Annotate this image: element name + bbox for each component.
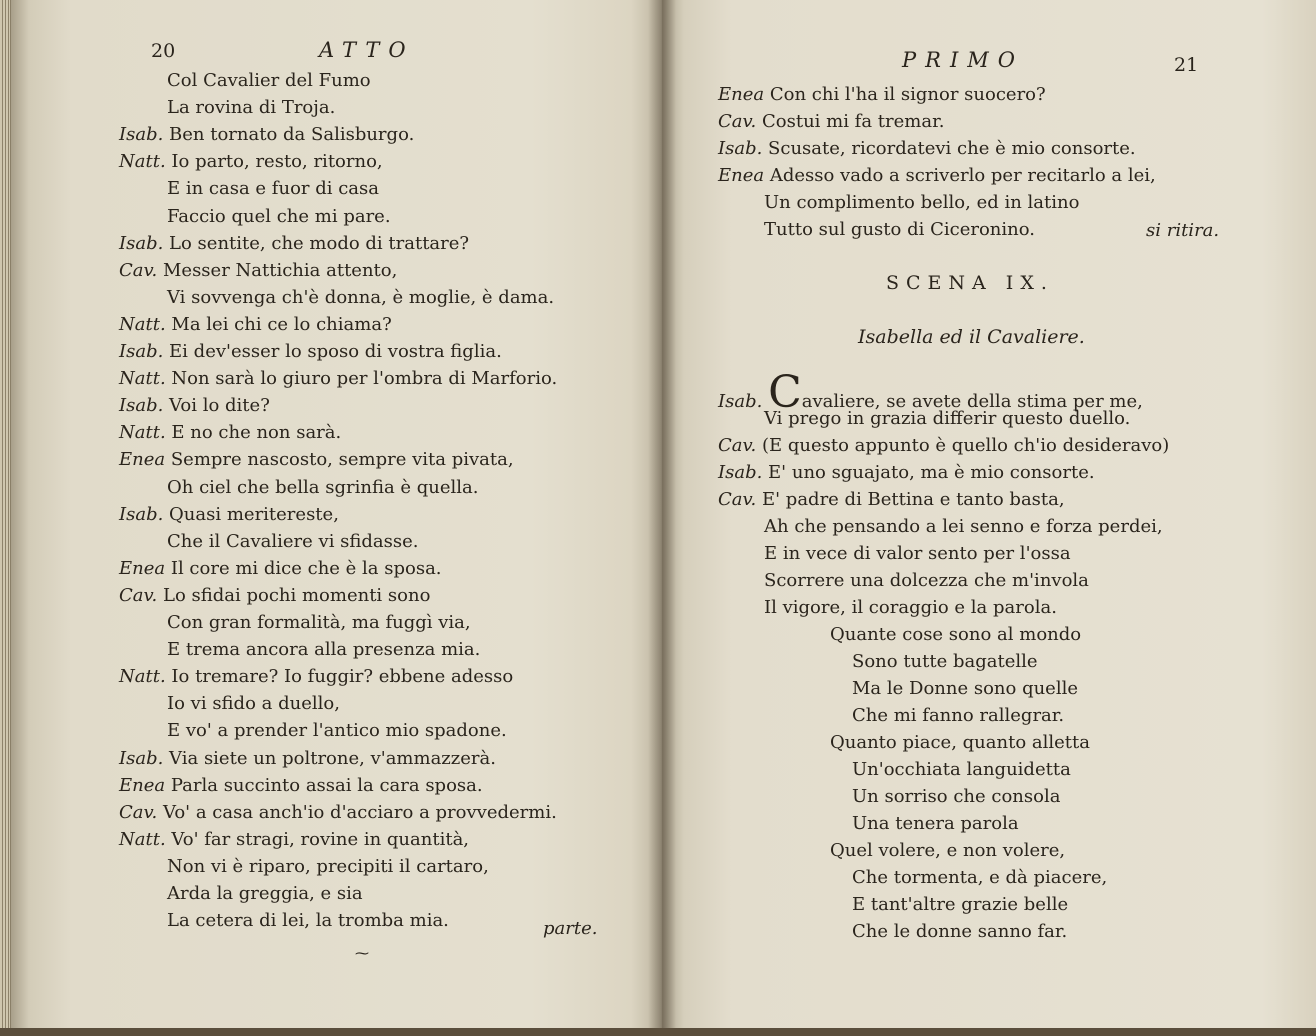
text-line [167,883,363,905]
line-text: Arda la greggia, e sia [167,883,363,904]
line-text: Il core mi dice che è la sposa. [170,557,442,579]
text-line [718,138,1136,160]
line-text: Non vi è riparo, precipiti il cartaro, [167,855,489,877]
speaker-label: Isab. [718,391,763,412]
line-text: Che le donne sanno far. [852,921,1068,942]
line-text: E' padre di Bettina e tanto basta, [761,489,1065,510]
left-page [8,0,665,1030]
speaker-label: Enea [119,774,171,796]
right-running-head: PRIMO [902,48,1024,72]
text-line [764,516,1163,538]
line-text: Io tremare? Io fuggir? ebbene adesso [171,666,514,688]
speaker-label: Isab. [119,747,170,769]
speaker-label: Natt. [119,151,172,173]
line-text: Un complimento bello, ed in latino [764,192,1080,213]
line-text: Adesso vado a scriverlo per recitarlo a lei, [769,165,1156,186]
scene-characters: Isabella ed il Cavaliere. [858,326,1085,348]
speaker-label: Natt. [119,666,172,688]
line-text: E vo' a prender l'antico mio spadone. [167,720,507,742]
line-text: Ben tornato da Salisburgo. [169,124,415,146]
text-line [852,921,1067,943]
line-text: E no che non sarà. [171,422,342,444]
text-line [167,612,471,634]
left-exit-direction: parte. [543,918,598,939]
text-line [167,910,449,932]
speaker-label: Isab. [119,232,170,254]
text-line [167,720,507,742]
line-text: Vo' far stragi, rovine in quantità, [171,828,470,850]
text-line [119,341,502,363]
text-line [119,233,469,255]
speaker-label: Enea [718,165,770,186]
text-line [852,786,1060,808]
line-text: Via siete un poltrone, v'ammazzerà. [169,747,496,769]
line-text: Vo' a casa anch'io d'acciaro a provvedermi. [162,801,557,823]
text-line [119,504,339,526]
right-page [662,0,1316,1030]
speaker-label: Isab. [119,395,170,417]
text-line [119,314,392,336]
text-line [119,666,513,688]
speaker-label: Isab. [119,341,170,362]
left-page-number: 20 [151,40,176,62]
line-text: Oh ciel che bella sgrinfia è quella. [167,476,479,498]
line-text: Scorrere una dolcezza che m'invola [764,570,1089,591]
page-edges [0,0,10,1036]
text-line [167,287,554,309]
text-line [718,111,944,133]
scene-title: SCENA IX. [886,272,1054,294]
text-line [119,585,430,607]
line-text: Ma le Donne sono quelle [852,678,1079,699]
text-line [852,678,1078,700]
text-line [119,829,469,851]
line-text: La rovina di Troja. [167,97,336,119]
line-text: Che mi fanno rallegrar. [852,705,1065,726]
line-text: Un sorriso che consola [852,786,1061,807]
line-text: E in vece di valor sento per l'ossa [764,543,1071,564]
line-text: Scusate, ricordatevi che è mio consorte. [768,138,1136,159]
text-line [764,219,1035,241]
text-line [119,260,397,282]
line-text: Lo sentite, che modo di trattare? [169,232,470,254]
line-text: Con chi l'ha il signor suocero? [769,84,1046,105]
text-line [718,84,1046,106]
line-text: E trema ancora alla presenza mia. [167,639,481,661]
text-line [119,395,270,417]
text-line [852,759,1071,781]
text-line [119,775,483,797]
text-line [718,435,1169,457]
line-text: Quel volere, e non volere, [830,840,1066,861]
text-line [852,651,1038,673]
text-line [764,570,1089,592]
line-text: Sempre nascosto, sempre vita pivata, [170,449,514,471]
line-text: E tant'altre grazie belle [852,894,1069,915]
speaker-label: Isab. [718,462,769,483]
line-text: Quanto piace, quanto alletta [830,732,1090,753]
line-text: Col Cavalier del Fumo [167,70,371,91]
text-line [119,558,442,580]
line-text: Un'occhiata languidetta [852,759,1071,780]
line-text: avaliere, se avete della stima per me, [801,391,1143,412]
text-line [830,840,1065,862]
line-text: Faccio quel che mi pare. [167,205,391,227]
text-line [830,624,1081,646]
speaker-label: Enea [718,84,770,105]
line-text: E' uno sguajato, ma è mio consorte. [768,462,1095,483]
line-text: (E questo appunto è quello ch'io desideravo) [761,435,1170,456]
text-line [852,894,1068,916]
line-text: Una tenera parola [852,813,1019,834]
text-line [852,813,1019,835]
right-retire-direction: si ritira. [1146,220,1220,241]
speaker-label: Cav. [119,584,163,606]
line-text: Io vi sfido a duello, [167,693,340,715]
line-text: Ma lei chi ce lo chiama? [171,313,392,335]
line-text: Che tormenta, e dà piacere, [852,867,1108,888]
text-line [119,124,414,146]
text-line [119,449,514,471]
speaker-label: Isab. [119,124,170,146]
text-line [718,165,1156,187]
text-line [764,408,1130,430]
book-bottom-edge [0,1028,1316,1036]
text-line [167,70,371,92]
text-line [119,368,557,390]
line-text: Ei dev'esser lo sposo di vostra figlia. [169,341,502,362]
text-line [167,178,379,200]
line-text: Messer Nattichia attento, [162,259,398,281]
speaker-label: Isab. [718,138,769,159]
line-text: Quante cose sono al mondo [830,624,1082,645]
speaker-label: Cav. [718,489,762,510]
speaker-label: Cav. [119,259,163,281]
text-line [167,206,391,228]
line-text: Non sarà lo giuro per l'ombra di Marforio. [171,368,558,390]
speaker-label: Natt. [119,313,172,335]
speaker-label: Cav. [718,435,762,456]
text-line [167,639,480,661]
line-text: Vi prego in grazia differir questo duello. [764,408,1131,429]
signature-mark: ⁓ [355,946,369,962]
line-text: Ah che pensando a lei senno e forza perdei, [764,516,1163,537]
line-text: Vi sovvenga ch'è donna, è moglie, è dama. [167,286,555,308]
speaker-label: Enea [119,557,171,579]
text-line [167,856,489,878]
line-text: Costui mi fa tremar. [761,111,945,132]
line-text: Sono tutte bagatelle [852,651,1038,672]
speaker-label: Isab. [119,503,170,525]
line-text: Lo sfidai pochi momenti sono [162,584,431,606]
speaker-label: Natt. [119,368,172,390]
speaker-label: Enea [119,449,171,471]
text-line [119,748,496,770]
line-text: La cetera di lei, la tromba mia. [167,910,449,932]
line-text: E in casa e fuor di casa [167,178,380,200]
text-line [718,462,1095,484]
text-line [167,693,340,715]
line-text: Io parto, resto, ritorno, [171,151,383,173]
text-line [167,477,479,499]
text-line [830,732,1090,754]
speaker-label: Cav. [119,801,163,823]
speaker-label: Natt. [119,422,172,444]
text-line [764,192,1079,214]
text-line [119,802,557,824]
line-text: Quasi meritereste, [169,503,339,525]
left-running-head: ATTO [319,38,415,62]
text-line [852,705,1064,727]
speaker-label: Cav. [718,111,762,132]
line-text: Voi lo dite? [169,395,270,417]
text-line [764,597,1057,619]
book-gutter [648,0,676,1036]
text-line [852,867,1107,889]
text-line [167,97,335,119]
line-text: Tutto sul gusto di Ciceronino. [764,219,1035,240]
text-line [119,151,383,173]
line-text: Con gran formalità, ma fuggì via, [167,612,471,633]
right-page-number: 21 [1174,54,1199,76]
line-text: Parla succinto assai la cara sposa. [170,774,483,796]
text-line [167,531,419,553]
speaker-label: Natt. [119,828,172,850]
line-text: Il vigore, il coraggio e la parola. [764,597,1057,618]
text-line [718,489,1065,511]
text-line [119,422,341,444]
line-text: Che il Cavaliere vi sfidasse. [167,530,419,552]
text-line [764,543,1071,565]
drop-cap: C [768,367,802,418]
